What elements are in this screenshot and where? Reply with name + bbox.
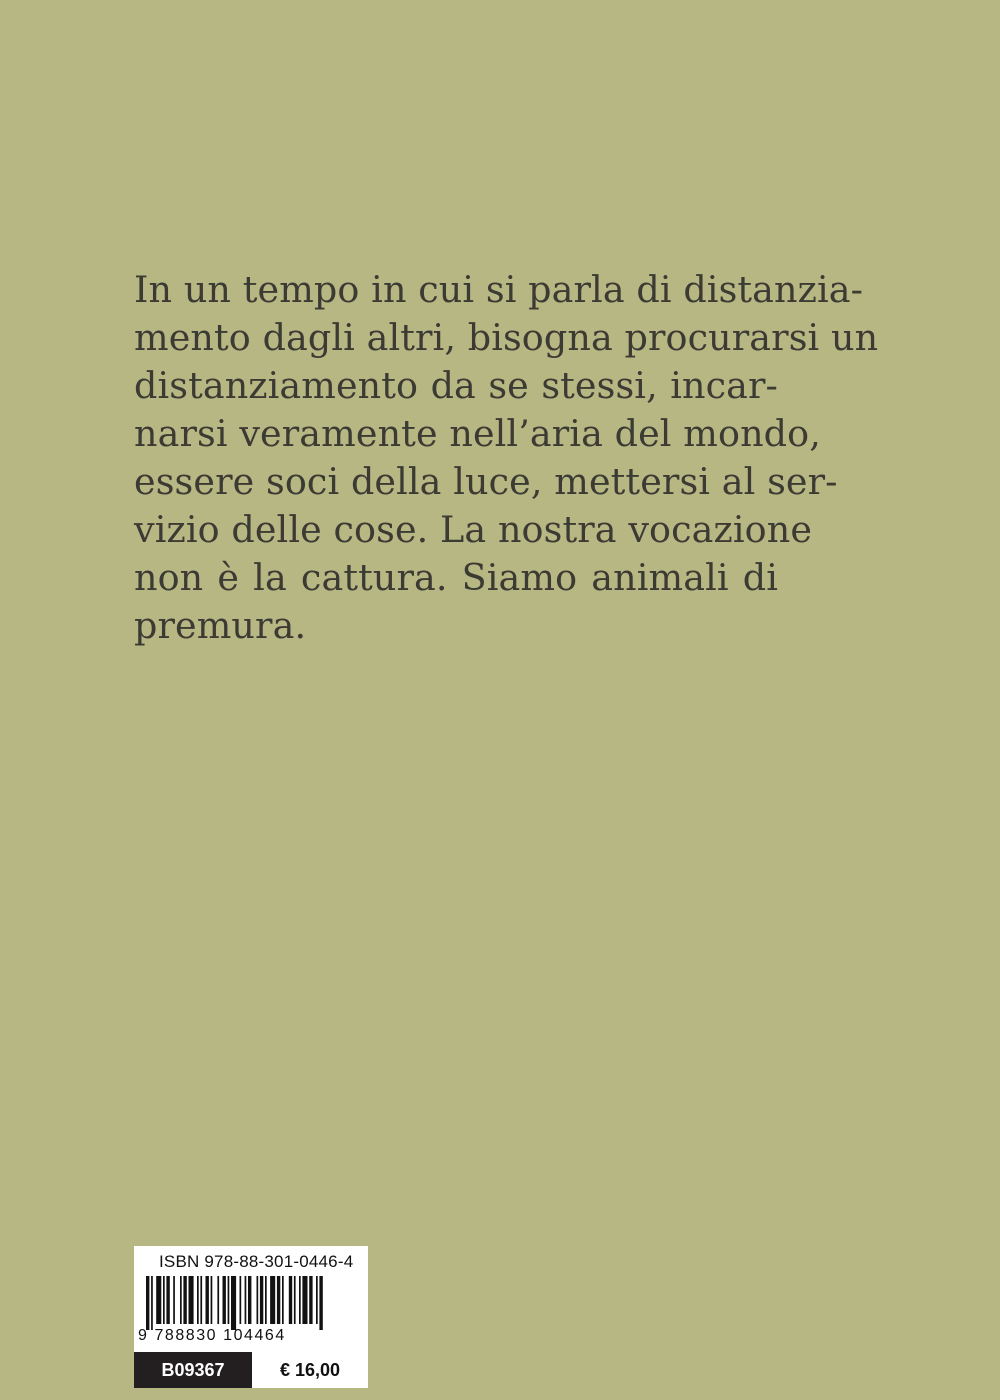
barcode-bar — [248, 1276, 251, 1324]
barcode-bar — [146, 1276, 149, 1330]
barcode-label — [134, 1246, 368, 1388]
blurb-line: narsi veramente nell’aria del mondo, — [134, 412, 821, 455]
blurb-line: mento dagli altri, bisogna procurarsi un — [134, 316, 879, 359]
barcode-bar — [299, 1276, 301, 1324]
barcode-bar — [156, 1276, 161, 1324]
barcode-bar — [223, 1276, 226, 1324]
barcode-bar — [277, 1276, 280, 1324]
barcode-bar — [265, 1276, 267, 1324]
isbn-text: ISBN 978-88-301-0446-4 — [159, 1252, 354, 1271]
back-cover-blurb — [134, 266, 879, 650]
barcode-bar — [189, 1276, 194, 1324]
ean-digits: 9 788830 104464 — [138, 1327, 286, 1344]
barcode-bar — [180, 1276, 182, 1324]
barcode-bar — [206, 1276, 209, 1324]
barcode-bar — [316, 1276, 318, 1324]
barcode-bar — [245, 1276, 247, 1324]
barcode-bar — [197, 1276, 199, 1324]
barcode-bar — [257, 1276, 259, 1324]
barcode-bar — [270, 1276, 275, 1324]
barcode-bar — [200, 1276, 202, 1324]
blurb-line: essere soci della luce, mettersi al ser- — [134, 460, 838, 503]
barcode-bar — [240, 1276, 242, 1324]
price: € 16,00 — [252, 1352, 368, 1388]
barcode-graphic — [138, 1276, 364, 1330]
publisher-code: B09367 — [134, 1352, 252, 1388]
barcode-bar — [289, 1276, 292, 1324]
blurb-line: vizio delle cose. La nostra vocazione — [134, 508, 813, 551]
blurb-line: distanziamento da se stessi, incar- — [134, 364, 778, 407]
barcode-bar — [302, 1276, 307, 1324]
barcode-bar — [151, 1276, 153, 1330]
barcode-bar — [173, 1276, 175, 1324]
barcode-bar — [282, 1276, 284, 1324]
barcode-bar — [183, 1276, 186, 1324]
barcode-bar — [231, 1276, 236, 1330]
barcode-bar — [309, 1276, 312, 1324]
barcode-bar — [217, 1276, 219, 1324]
blurb-line: premura. — [134, 604, 307, 647]
barcode-bar — [211, 1276, 213, 1324]
barcode-bar — [166, 1276, 169, 1324]
barcode-bar — [294, 1276, 296, 1324]
blurb-line: non è la cattura. Siamo animali di — [134, 556, 778, 599]
price-row — [134, 1352, 368, 1388]
barcode-bar — [228, 1276, 230, 1324]
barcode-bar — [163, 1276, 165, 1324]
barcode-bar — [260, 1276, 263, 1324]
blurb-line: In un tempo in cui si parla di distanzia- — [134, 268, 864, 311]
barcode-bar — [319, 1276, 322, 1330]
